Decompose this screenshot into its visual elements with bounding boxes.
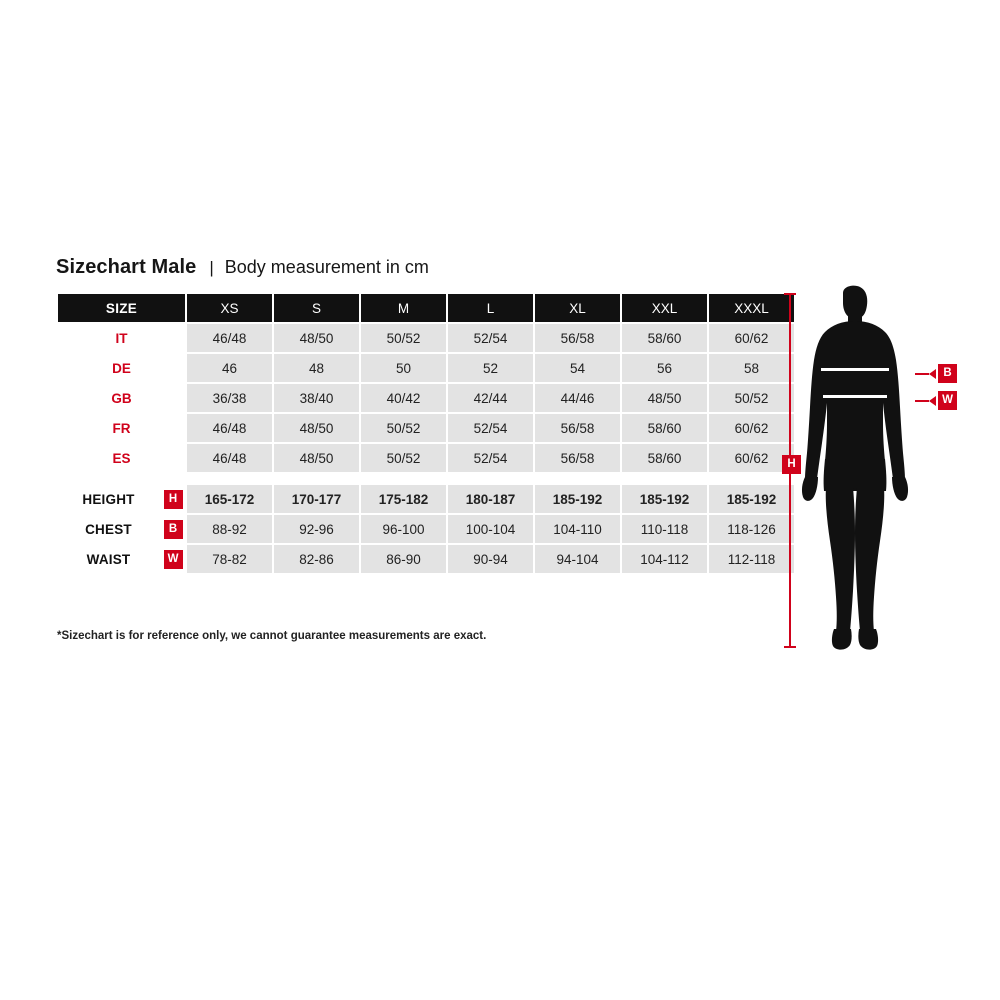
cell-height-xxxl: 185-192 (708, 484, 795, 514)
cell-gb-xs: 36/38 (186, 383, 273, 413)
badge-cell-chest (160, 514, 186, 544)
chest-marker-tag: B (938, 364, 957, 383)
cell-de-xxxl: 58 (708, 353, 795, 383)
table-row (57, 383, 795, 413)
header-cell-xxl: XXL (621, 293, 708, 323)
cell-it-xxxl: 60/62 (708, 323, 795, 353)
cell-it-s: 48/50 (273, 323, 360, 353)
cell-fr-xxxl: 60/62 (708, 413, 795, 443)
cell-de-s: 48 (273, 353, 360, 383)
footnote: *Sizechart is for reference only, we cannot guarantee measurements are exact. (57, 630, 487, 642)
cell-fr-m: 50/52 (360, 413, 447, 443)
page-title (56, 256, 429, 279)
cell-fr-xl: 56/58 (534, 413, 621, 443)
table-row (57, 514, 795, 544)
cell-waist-l: 90-94 (447, 544, 534, 574)
height-line-cap-top (784, 293, 796, 295)
header-cell-size: SIZE (57, 293, 186, 323)
row-label-height: HEIGHT (57, 484, 160, 514)
cell-chest-xs: 88-92 (186, 514, 273, 544)
cell-it-xl: 56/58 (534, 323, 621, 353)
cell-gb-m: 40/42 (360, 383, 447, 413)
title-separator: | (209, 258, 214, 277)
cell-chest-xxxl: 118-126 (708, 514, 795, 544)
waist-marker (915, 391, 957, 410)
cell-waist-xl: 94-104 (534, 544, 621, 574)
height-marker (780, 455, 801, 474)
cell-chest-m: 96-100 (360, 514, 447, 544)
cell-es-xs: 46/48 (186, 443, 273, 473)
cell-height-m: 175-182 (360, 484, 447, 514)
table-row (57, 323, 795, 353)
waist-arrow-icon (929, 396, 936, 406)
title-main: Sizechart Male (56, 256, 197, 278)
cell-height-xl: 185-192 (534, 484, 621, 514)
cell-gb-l: 42/44 (447, 383, 534, 413)
cell-de-m: 50 (360, 353, 447, 383)
cell-es-xl: 56/58 (534, 443, 621, 473)
table-row (57, 484, 795, 514)
chest-marker (915, 364, 957, 383)
cell-it-l: 52/54 (447, 323, 534, 353)
cell-height-xxl: 185-192 (621, 484, 708, 514)
row-label-fr: FR (57, 413, 186, 443)
cell-height-xs: 165-172 (186, 484, 273, 514)
table-row (57, 544, 795, 574)
chest-arrow-icon (929, 369, 936, 379)
header-cell-m: M (360, 293, 447, 323)
cell-it-xxl: 58/60 (621, 323, 708, 353)
body-figure (780, 285, 980, 655)
row-label-gb: GB (57, 383, 186, 413)
row-label-waist: WAIST (57, 544, 160, 574)
cell-waist-xxxl: 112-118 (708, 544, 795, 574)
cell-chest-xl: 104-110 (534, 514, 621, 544)
header-cell-xs: XS (186, 293, 273, 323)
badge-cell-waist (160, 544, 186, 574)
cell-fr-xs: 46/48 (186, 413, 273, 443)
row-label-de: DE (57, 353, 186, 383)
cell-height-l: 180-187 (447, 484, 534, 514)
cell-waist-xxl: 104-112 (621, 544, 708, 574)
cell-waist-xs: 78-82 (186, 544, 273, 574)
cell-de-xxl: 56 (621, 353, 708, 383)
title-subtitle: Body measurement in cm (224, 257, 429, 277)
header-cell-l: L (447, 293, 534, 323)
cell-fr-s: 48/50 (273, 413, 360, 443)
cell-es-xxl: 58/60 (621, 443, 708, 473)
table-row (57, 413, 795, 443)
chest-badge: B (164, 520, 183, 539)
header-cell-xxxl: XXXL (708, 293, 795, 323)
table-header-row (57, 293, 795, 323)
cell-gb-xxxl: 50/52 (708, 383, 795, 413)
table-spacer (57, 473, 795, 484)
cell-fr-xxl: 58/60 (621, 413, 708, 443)
height-line-cap-bottom (784, 646, 796, 648)
cell-es-l: 52/54 (447, 443, 534, 473)
height-badge: H (164, 490, 183, 509)
table-row (57, 443, 795, 473)
male-silhouette-icon (780, 285, 980, 655)
cell-de-xs: 46 (186, 353, 273, 383)
header-cell-s: S (273, 293, 360, 323)
row-label-it: IT (57, 323, 186, 353)
waist-badge: W (164, 550, 183, 569)
chest-marker-line (915, 373, 929, 375)
table-row (57, 353, 795, 383)
badge-cell-height (160, 484, 186, 514)
cell-fr-l: 52/54 (447, 413, 534, 443)
header-cell-xl: XL (534, 293, 621, 323)
cell-chest-xxl: 110-118 (621, 514, 708, 544)
cell-es-m: 50/52 (360, 443, 447, 473)
cell-waist-m: 86-90 (360, 544, 447, 574)
row-label-chest: CHEST (57, 514, 160, 544)
waist-marker-tag: W (938, 391, 957, 410)
cell-it-m: 50/52 (360, 323, 447, 353)
cell-chest-s: 92-96 (273, 514, 360, 544)
cell-gb-s: 38/40 (273, 383, 360, 413)
cell-de-l: 52 (447, 353, 534, 383)
size-chart-table (56, 292, 796, 575)
cell-es-s: 48/50 (273, 443, 360, 473)
row-label-es: ES (57, 443, 186, 473)
cell-gb-xl: 44/46 (534, 383, 621, 413)
cell-gb-xxl: 48/50 (621, 383, 708, 413)
height-marker-tag: H (782, 455, 801, 474)
cell-es-xxxl: 60/62 (708, 443, 795, 473)
cell-it-xs: 46/48 (186, 323, 273, 353)
cell-waist-s: 82-86 (273, 544, 360, 574)
cell-de-xl: 54 (534, 353, 621, 383)
waist-marker-line (915, 400, 929, 402)
cell-height-s: 170-177 (273, 484, 360, 514)
cell-chest-l: 100-104 (447, 514, 534, 544)
